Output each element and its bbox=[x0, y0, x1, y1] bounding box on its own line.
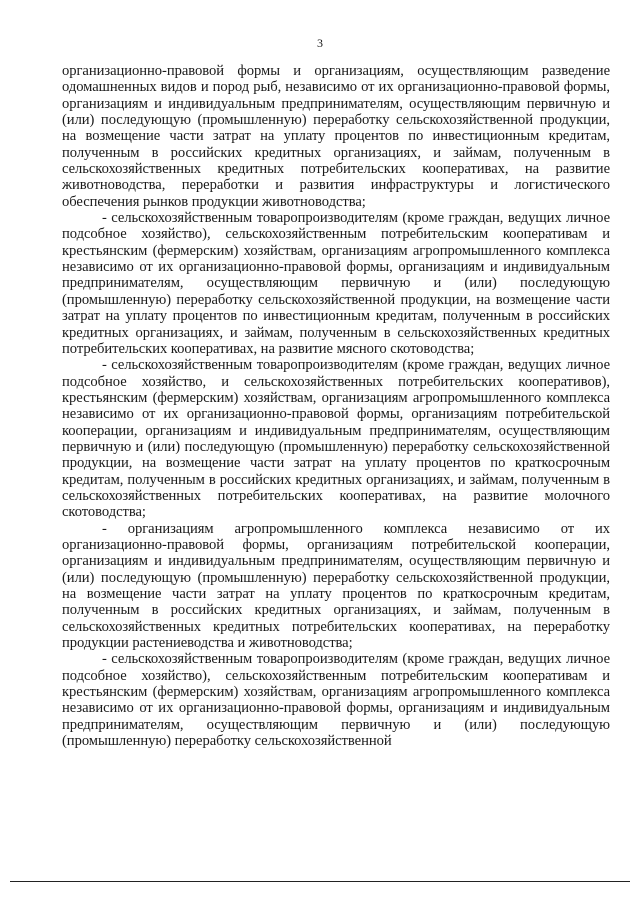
list-item-dairy-cattle: - сельскохозяйственным товаропроизводителям (кроме граждан, ведущих личное подсобное хозяйство, и сельскохозяйственных потребительских кооперативов), крестьянским (фермерским) хозяйствам, организациям агропромышленного комплекса независимо от их организационно-правовой формы, организациям потребительской кооперации, организациям и индивидуальным предпринимателям, осуществляющим первичную и (или) последующую (промышленную) переработку сельскохозяйственной продукции, на возмещение части затрат на уплату процентов по краткосрочным кредитам, полученным в российских кредитных организациях, и займам, полученным в сельскохозяйственных потребительских кооперативах, на развитие молочного скотоводства; bbox=[62, 357, 610, 521]
document-body bbox=[62, 63, 610, 749]
page-number: 3 bbox=[317, 36, 323, 50]
list-item-meat-cattle: - сельскохозяйственным товаропроизводителям (кроме граждан, ведущих личное подсобное хозяйство), сельскохозяйственным потребительским кооперативам и крестьянским (фермерским) хозяйствам, организациям агропромышленного комплекса независимо от их организационно-правовой формы, организациям и индивидуальным предпринимателям, осуществляющим первичную и (или) последующую (промышленную) переработку сельскохозяйственной продукции, на возмещение части затрат на уплату процентов по инвестиционным кредитам, полученным в российских кредитных организациях, и займам, полученным в сельскохозяйственных кредитных потребительских кооперативах, на развитие мясного скотоводства; bbox=[62, 210, 610, 357]
footer-divider bbox=[10, 881, 630, 882]
list-item-processing: - организациям агропромышленного комплекса независимо от их организационно-правовой формы, организациям потребительской кооперации, организациям и индивидуальным предпринимателям, осуществляющим первичную и (или) последующую (промышленную) переработку сельскохозяйственной продукции, на возмещение части затрат на уплату процентов по краткосрочным кредитам, полученным в российских кредитных организациях, и займам, полученным в сельскохозяйственных кредитных потребительских кооперативах, на переработку продукции растениеводства и животноводства; bbox=[62, 520, 610, 652]
list-item-continued: - сельскохозяйственным товаропроизводителям (кроме граждан, ведущих личное подсобное хозяйство), сельскохозяйственным потребительским кооперативам и крестьянским (фермерским) хозяйствам, организациям агропромышленного комплекса независимо от их организационно-правовой формы, организациям и индивидуальным предпринимателям, осуществляющим первичную и (или) последующую (промышленную) переработку сельскохозяйственной bbox=[62, 651, 610, 750]
paragraph-continuation: организационно-правовой формы и организациям, осуществляющим разведение одомашненных видов и пород рыб, независимо от их организационно-правовой формы, организациям и индивидуальным предпринимателям, осуществляющим первичную и (или) последующую (промышленную) переработку сельскохозяйственной продукции, на возмещение части затрат на уплату процентов по инвестиционным кредитам, полученным в российских кредитных организациях, и займам, полученным в сельскохозяйственных кредитных потребительских кооперативах, на развитие животноводства, переработки и развития инфраструктуры и логистического обеспечения рынков продукции животноводства; bbox=[62, 63, 610, 210]
